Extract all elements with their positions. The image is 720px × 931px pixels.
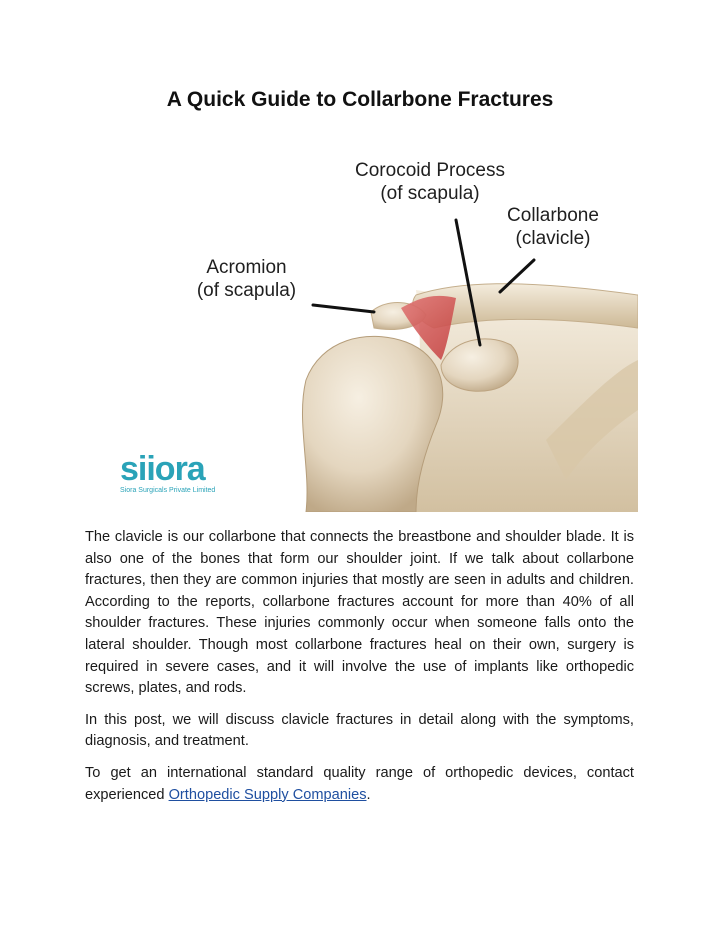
label-corocoid-line1: Corocoid Process	[355, 160, 505, 181]
label-corocoid-line2: (of scapula)	[380, 183, 480, 204]
label-acromion	[184, 256, 309, 302]
paragraph-contact	[85, 763, 634, 806]
label-collarbone-line2: (clavicle)	[515, 228, 591, 249]
article-body	[85, 527, 634, 816]
siora-logo-word: siiora	[120, 450, 205, 488]
paragraph-intro: The clavicle is our collarbone that connects the breastbone and shoulder blade. It is also one of the bones that form our shoulder joint. If we talk about collarbone fractures, then they are common injuries that mostly are seen in adults and children. According to the reports, collarbone fractures account for more than 40% of all shoulder fractures. These injuries commonly occur when someone falls onto the lateral shoulder. Though most collarbone fractures heal on their own, surgery is required in severe cases, and it will involve the use of implants like orthopedic screws, plates, and rods.	[85, 529, 634, 697]
page-title: A Quick Guide to Collarbone Fractures	[166, 88, 554, 111]
siora-logo-tagline: Siora Surgicals Private Limited	[120, 487, 216, 494]
orthopedic-supply-link[interactable]: Orthopedic Supply Companies	[168, 786, 367, 803]
label-collarbone-line1: Collarbone	[507, 205, 599, 226]
contact-text-end: .	[366, 786, 371, 803]
label-acromion-line2: (of scapula)	[196, 280, 297, 301]
contact-text: To get an international standard quality range of orthopedic devices, contact experienced	[85, 764, 634, 803]
siora-logo	[120, 452, 240, 500]
label-collarbone	[478, 204, 628, 250]
pointer-acromion	[313, 305, 374, 312]
label-acromion-line1: Acromion	[206, 257, 287, 278]
label-corocoid	[330, 159, 530, 205]
paragraph-overview: In this post, we will discuss clavicle fractures in detail along with the symptoms, diagnosis, and treatment.	[85, 711, 634, 750]
